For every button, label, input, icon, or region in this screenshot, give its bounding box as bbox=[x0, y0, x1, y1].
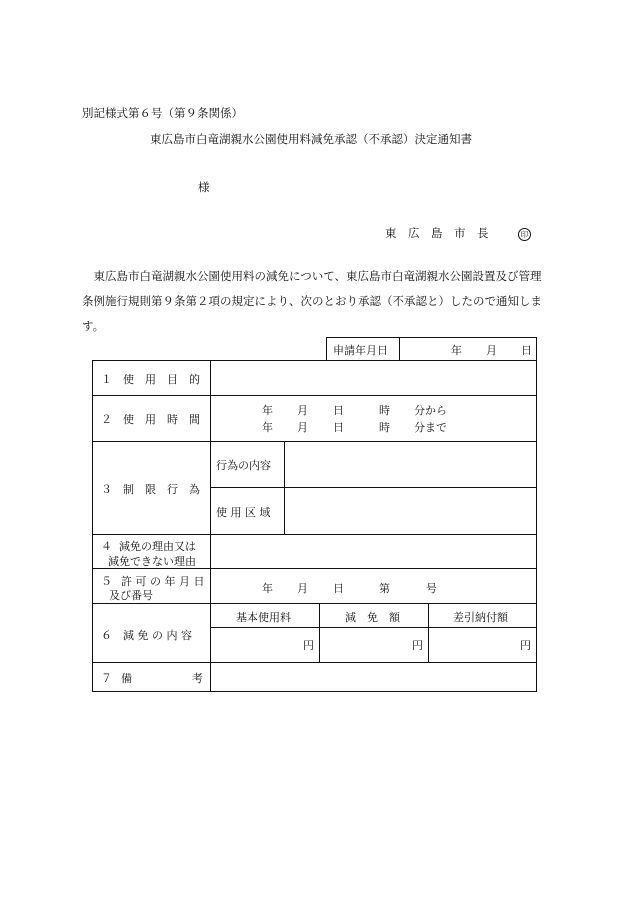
table-border bbox=[284, 441, 285, 534]
body-text: 東広島市白竜湖親水公園使用料の減免について、東広島市白竜湖親水公園設置及び管理条例施行規則第９条第２項の規定により、次のとおり承認（不承認と）したので通知します。 bbox=[82, 269, 542, 333]
yen-basic: 円 bbox=[303, 639, 314, 652]
use-area-label: 使 用 区 域 bbox=[216, 506, 271, 519]
table-border bbox=[210, 487, 537, 488]
purpose-label: １ 使 用 目 的 bbox=[101, 373, 200, 386]
table-border bbox=[210, 627, 537, 628]
time-from-month: 月 bbox=[297, 404, 308, 417]
time-to-minute: 分まで bbox=[414, 421, 447, 434]
col-reduction: 減 免 額 bbox=[345, 611, 400, 624]
table-border bbox=[92, 360, 537, 361]
permit-year: 年 bbox=[262, 582, 273, 595]
restricted-label: ３ 制 限 行 為 bbox=[101, 483, 200, 496]
application-date-year: 年 bbox=[451, 344, 462, 357]
reason-label-line1: 減免の理由又は bbox=[119, 540, 196, 553]
permit-label-line1: 許 可 の 年 月 日 bbox=[121, 575, 205, 588]
addressee-honorific: 様 bbox=[198, 180, 210, 194]
time-to-month: 月 bbox=[297, 421, 308, 434]
table-border bbox=[326, 337, 327, 360]
permit-label-line2: 及び番号 bbox=[109, 589, 153, 602]
time-from-minute: 分から bbox=[414, 404, 447, 417]
table-border bbox=[326, 337, 537, 338]
table-border bbox=[92, 360, 93, 692]
reason-label-line2: 減免できない理由 bbox=[108, 555, 196, 568]
table-border bbox=[428, 603, 429, 662]
document-title: 東広島市白竜湖親水公園使用料減免承認（不承認）決定通知書 bbox=[150, 132, 472, 146]
table-border bbox=[92, 441, 537, 442]
application-date-label: 申請年月日 bbox=[333, 344, 388, 357]
remarks-label-2: 考 bbox=[192, 672, 203, 685]
col-basic-fee: 基本使用料 bbox=[236, 611, 291, 624]
permit-day: 日 bbox=[333, 582, 344, 595]
table-border bbox=[210, 360, 211, 692]
permit-month: 月 bbox=[297, 582, 308, 595]
yen-net: 円 bbox=[520, 639, 531, 652]
application-date-day: 日 bbox=[521, 344, 532, 357]
table-border bbox=[92, 603, 537, 604]
remarks-number: ７ bbox=[101, 672, 112, 685]
table-border bbox=[92, 395, 537, 396]
table-border bbox=[399, 337, 400, 360]
act-content-label: 行為の内容 bbox=[216, 459, 271, 472]
time-from-year: 年 bbox=[262, 404, 273, 417]
permit-number: ５ bbox=[101, 575, 112, 588]
permit-dai: 第 bbox=[379, 582, 390, 595]
reason-number: ４ bbox=[101, 540, 112, 553]
table-border bbox=[92, 662, 537, 663]
issuer-name: 東 広 島 市 長 bbox=[385, 226, 489, 240]
issuer-block bbox=[385, 225, 531, 241]
time-from-hour: 時 bbox=[379, 404, 390, 417]
table-border bbox=[92, 534, 537, 535]
yen-reduction: 円 bbox=[412, 639, 423, 652]
time-to-day: 日 bbox=[333, 421, 344, 434]
form-number: 別記様式第６号（第９条関係） bbox=[82, 106, 243, 120]
time-to-year: 年 bbox=[262, 421, 273, 434]
time-label: ２ 使 用 時 間 bbox=[101, 413, 200, 426]
application-date-month: 月 bbox=[486, 344, 497, 357]
remarks-label: 備 bbox=[121, 672, 132, 685]
table-border bbox=[536, 337, 537, 692]
col-net-payment: 差引納付額 bbox=[453, 611, 508, 624]
time-to-hour: 時 bbox=[379, 421, 390, 434]
permit-go: 号 bbox=[426, 582, 437, 595]
table-border bbox=[92, 691, 537, 692]
table-border bbox=[319, 603, 320, 662]
seal-icon: 印 bbox=[518, 228, 531, 241]
exemption-label: ６ 減 免 の 内 容 bbox=[101, 629, 192, 642]
time-from-day: 日 bbox=[333, 404, 344, 417]
